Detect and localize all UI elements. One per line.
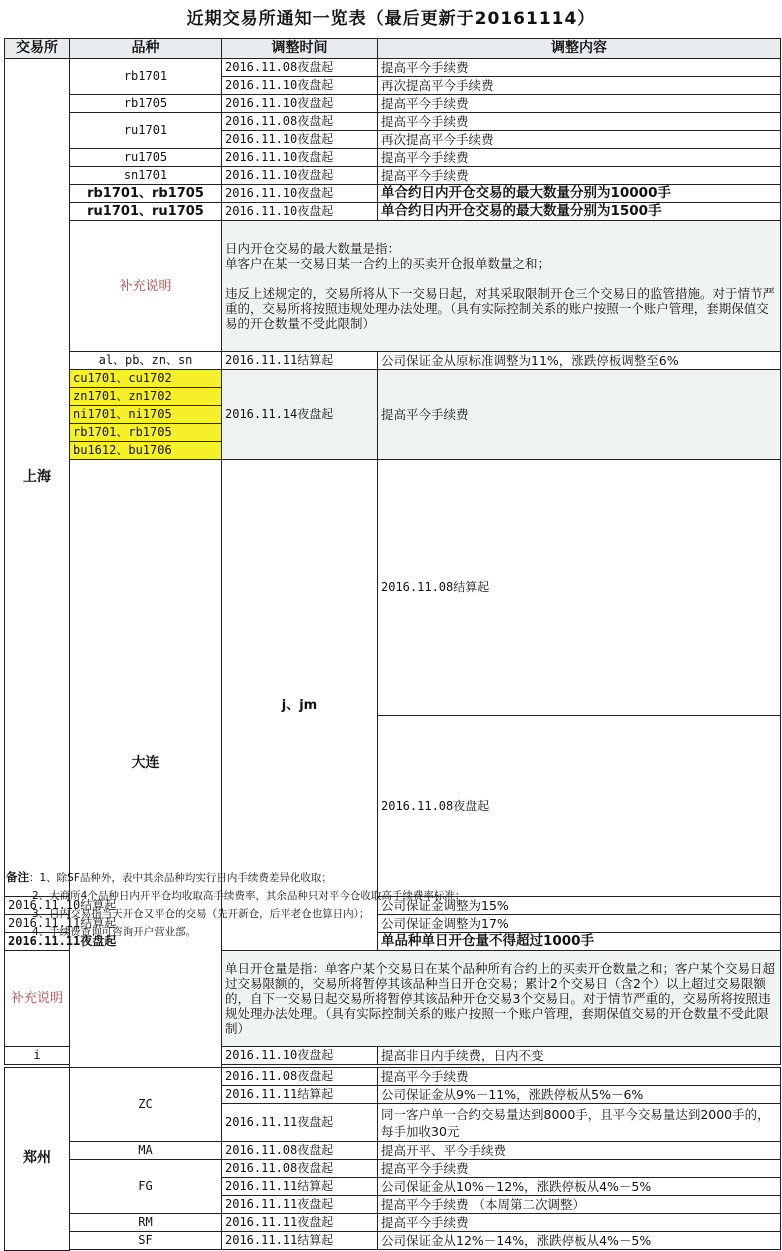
table-row	[5, 167, 781, 185]
exchange-zhengzhou: 郑州	[5, 1068, 70, 1251]
variety-cell: i	[5, 1047, 70, 1065]
content-cell: 提高平今手续费	[378, 95, 781, 113]
content-cell: 公司保证金从10%－12%，涨跌停板从4%－5%	[378, 1178, 781, 1196]
remark-item: 3、日内交易指当天开仓又平仓的交易（先开新仓，后平老仓也算日内）；	[32, 908, 370, 920]
table-row	[5, 149, 781, 167]
table-row	[5, 1142, 781, 1160]
variety-cell: rb1701	[70, 59, 222, 95]
highlight-variety: ni1701、ni1705	[70, 406, 222, 424]
header-exchange: 交易所	[5, 39, 70, 59]
time-cell: 2016.11.08夜盘起	[222, 59, 378, 77]
content-cell: 公司保证金从9%－11%，涨跌停板从5%－6%	[378, 1086, 781, 1104]
time-cell: 2016.11.10夜盘起	[222, 1047, 378, 1065]
supplement-label: 补充说明	[5, 951, 70, 1047]
time-cell: 2016.11.08夜盘起	[378, 716, 781, 897]
supplement-label: 补充说明	[70, 221, 222, 352]
time-cell: 2016.11.11结算起	[222, 1232, 378, 1250]
supplement-text: 日内开仓交易的最大数量是指： 单客户在某一交易日某一合约上的买卖开仓报单数量之和； 违反上述规定的，交易所将从下一交易日起，对其采取限制开仓三个交易日的监管措施。对于情节严重的，交易所将按照违规处理办法处理。（具有实际控制关系的账户按照一个账户管理，套期保值交易的开仓数量不受此限制）	[222, 221, 781, 352]
variety-cell: sn1701	[70, 167, 222, 185]
content-cell: 再次提高平今手续费	[378, 131, 781, 149]
table-row	[5, 460, 781, 716]
table-row	[5, 1214, 781, 1232]
header-content: 调整内容	[378, 39, 781, 59]
remark-item: 4、手续费查询可咨询开户营业部。	[32, 926, 197, 938]
content-cell: 提高平今手续费 （本周第二次调整）	[378, 1196, 781, 1214]
time-cell: 2016.11.10夜盘起	[222, 95, 378, 113]
supplement-text: 单日开仓量是指：单客户某个交易日在某个品种所有合约上的买卖开仓数量之和；客户某个交易日超过交易限额的，交易所将暂停其该品种当日开仓交易；累计2个交易日（含2个）以上超过交易限额的，自下一交易日起交易所将暂停其该品种开仓交易3个交易日。对于情节严重的，交易所将按照违规处理办法处理。（具有实际控制关系的账户按照一个账户管理，套期保值交易的开仓数量不受此限制）	[222, 951, 781, 1047]
content-cell: 单合约日内开仓交易的最大数量分别为10000手	[378, 185, 781, 203]
time-cell: 2016.11.08夜盘起	[222, 1160, 378, 1178]
highlight-variety: zn1701、zn1702	[70, 388, 222, 406]
time-cell: 2016.11.08夜盘起	[222, 113, 378, 131]
variety-cell: j、jm	[222, 460, 378, 951]
content-cell: 提高平今手续费	[378, 1068, 781, 1086]
variety-cell: ru1701、ru1705	[70, 203, 222, 221]
header-time: 调整时间	[222, 39, 378, 59]
content-cell: 公司保证金调整为15%	[378, 897, 781, 915]
time-cell: 2016.11.08夜盘起	[222, 1068, 378, 1086]
variety-cell: ru1701	[70, 113, 222, 149]
table-row	[5, 1160, 781, 1178]
content-cell: 单合约日内开仓交易的最大数量分别为1500手	[378, 203, 781, 221]
table-row	[5, 1068, 781, 1086]
remarks-label: 备注	[6, 870, 29, 884]
table-row	[5, 1232, 781, 1250]
table-row	[5, 352, 781, 370]
variety-cell: RM	[70, 1214, 222, 1232]
variety-cell: MA	[70, 1142, 222, 1160]
table-row	[5, 370, 781, 388]
remark-line	[6, 868, 776, 887]
time-cell: 2016.11.08夜盘起	[222, 1142, 378, 1160]
content-cell: 提高开平、平今手续费	[378, 1142, 781, 1160]
time-cell: 2016.11.08结算起	[378, 460, 781, 716]
content-cell: 提高非日内手续费，日内不变	[378, 1047, 781, 1065]
time-cell: 2016.11.10夜盘起	[222, 77, 378, 95]
table-row	[5, 203, 781, 221]
time-cell: 2016.11.11结算起	[5, 915, 70, 933]
content-cell: 提高平今手续费	[378, 370, 781, 460]
content-cell: 提高平今手续费	[378, 167, 781, 185]
exchange-dalian: 大连	[70, 460, 222, 1068]
remarks	[6, 868, 776, 941]
table-row	[5, 59, 781, 77]
content-cell: 提高平今手续费	[378, 1160, 781, 1178]
variety-cell: ZC	[70, 1068, 222, 1142]
table-header-row	[5, 39, 781, 59]
time-cell: 2016.11.11夜盘起	[222, 1104, 378, 1142]
time-cell: 2016.11.11结算起	[222, 1178, 378, 1196]
remark-item: ：1、除SF品种外，表中其余品种均实行日内手续费差异化收取；	[29, 872, 332, 884]
notice-table	[4, 38, 781, 1251]
table-row	[5, 185, 781, 203]
time-cell: 2016.11.10夜盘起	[222, 149, 378, 167]
variety-cell: FG	[70, 1160, 222, 1214]
content-cell: 单品种单日开仓量不得超过1000手	[378, 933, 781, 951]
content-cell: 提高平今手续费	[378, 149, 781, 167]
remark-item: 2、大商所4个品种日内开平仓均收取高手续费率，其余品种只对平今仓收取高手续费率标准；	[32, 890, 466, 902]
table-row	[5, 95, 781, 113]
time-cell: 2016.11.11夜盘起	[222, 1196, 378, 1214]
highlight-variety: cu1701、cu1702	[70, 370, 222, 388]
content-cell: 公司保证金从原标准调整为11%，涨跌停板调整至6%	[378, 352, 781, 370]
time-cell: 2016.11.10夜盘起	[222, 203, 378, 221]
variety-cell: al、pb、zn、sn	[70, 352, 222, 370]
table-row	[5, 113, 781, 131]
time-cell: 2016.11.10夜盘起	[222, 185, 378, 203]
header-variety: 品种	[70, 39, 222, 59]
time-cell: 2016.11.10结算起	[5, 897, 70, 915]
time-cell: 2016.11.11结算起	[222, 1086, 378, 1104]
variety-cell: ru1705	[70, 149, 222, 167]
content-cell: 提高平今手续费	[378, 113, 781, 131]
content-cell: 再次提高平今手续费	[378, 77, 781, 95]
variety-cell: SF	[70, 1232, 222, 1250]
time-cell: 2016.11.11夜盘起	[5, 933, 70, 951]
time-cell: 2016.11.11结算起	[222, 352, 378, 370]
page-title: 近期交易所通知一览表（最后更新于20161114）	[186, 9, 596, 29]
content-cell: 公司保证金调整为17%	[378, 915, 781, 933]
highlight-variety: bu1612、bu1706	[70, 442, 222, 460]
content-cell: 提高平今手续费	[378, 59, 781, 77]
content-cell: 公司保证金从12%－14%，涨跌停板从4%－5%	[378, 1232, 781, 1250]
variety-cell: rb1701、rb1705	[70, 185, 222, 203]
time-cell: 2016.11.14夜盘起	[222, 370, 378, 460]
content-cell: 同一客户单一合约交易量达到8000手，且平今交易量达到2000手的，每手加收30元	[378, 1104, 781, 1142]
content-cell: 提高平今手续费	[378, 1214, 781, 1232]
time-cell: 2016.11.11夜盘起	[222, 1214, 378, 1232]
exchange-shanghai: 上海	[5, 59, 70, 897]
supplement-row	[5, 221, 781, 352]
time-cell: 2016.11.10夜盘起	[222, 167, 378, 185]
highlight-variety: rb1701、rb1705	[70, 424, 222, 442]
variety-cell: rb1705	[70, 95, 222, 113]
time-cell: 2016.11.10夜盘起	[222, 131, 378, 149]
